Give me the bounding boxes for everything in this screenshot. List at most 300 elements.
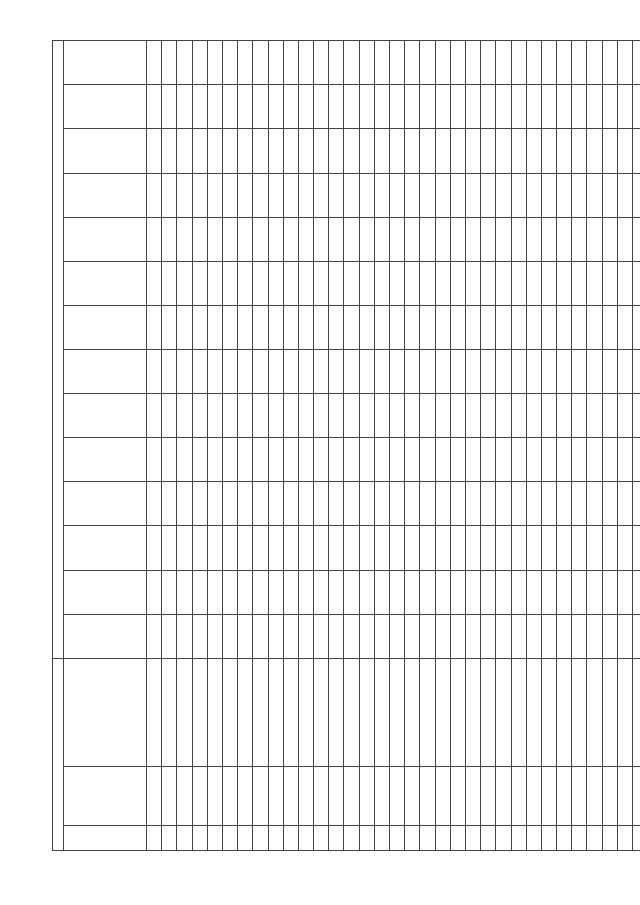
row-number-cell: [526, 825, 541, 850]
column-header: [64, 658, 147, 766]
year-cell: [633, 217, 640, 261]
year-cell: [298, 305, 313, 349]
year-cell: [192, 261, 207, 305]
year-cell: [374, 129, 389, 173]
year-cell: [633, 261, 640, 305]
year-cell: [496, 438, 511, 482]
year-cell: [238, 217, 253, 261]
year-cell: [572, 217, 587, 261]
year-cell: [344, 173, 359, 217]
year-cell: [557, 482, 572, 526]
year-cell: [344, 438, 359, 482]
year-cell: [541, 482, 556, 526]
year-cell: [298, 394, 313, 438]
year-cell: [557, 394, 572, 438]
address-cell: [207, 658, 222, 766]
year-cell: [222, 41, 237, 85]
year-cell: [253, 350, 268, 394]
year-cell: [435, 129, 450, 173]
year-cell: [420, 129, 435, 173]
year-cell: [420, 41, 435, 85]
year-cell: [374, 173, 389, 217]
row-number-cell: [253, 825, 268, 850]
year-cell: [420, 173, 435, 217]
year-cell: [526, 350, 541, 394]
year-cell: [344, 129, 359, 173]
year-cell: [450, 85, 465, 129]
row-number-cell: [390, 825, 405, 850]
year-cell: [526, 438, 541, 482]
year-cell: [587, 129, 602, 173]
year-cell: [238, 305, 253, 349]
year-cell: [496, 173, 511, 217]
year-cell: [450, 438, 465, 482]
year-cell: [374, 305, 389, 349]
year-cell: [526, 526, 541, 570]
year-cell: [541, 217, 556, 261]
table-row: [526, 41, 541, 851]
year-cell: [435, 305, 450, 349]
year-cell: [602, 173, 617, 217]
year-cell: [481, 526, 496, 570]
year-cell: [253, 305, 268, 349]
year-cell: [481, 85, 496, 129]
year-cell: [253, 261, 268, 305]
year-cell: [374, 350, 389, 394]
address-cell: [617, 658, 632, 766]
year-cell: [557, 85, 572, 129]
year-cell: [238, 350, 253, 394]
repair-schedule-table: [52, 40, 640, 851]
year-cell: [405, 482, 420, 526]
year-cell: [359, 350, 374, 394]
year-cell: [557, 261, 572, 305]
year-cell: [192, 350, 207, 394]
year-cell: [207, 85, 222, 129]
year-cell: [268, 261, 283, 305]
year-cell: [420, 526, 435, 570]
year-cell: [238, 614, 253, 658]
year-cell: [526, 173, 541, 217]
year-cell: [572, 614, 587, 658]
year-cell: [465, 261, 480, 305]
year-cell: [390, 394, 405, 438]
year-cell: [405, 350, 420, 394]
year-cell: [207, 261, 222, 305]
year-cell: [450, 482, 465, 526]
year-cell: [587, 570, 602, 614]
row-number-cell: [587, 825, 602, 850]
year-cell: [587, 305, 602, 349]
year-cell: [147, 570, 162, 614]
year-cell: [253, 217, 268, 261]
municipality-cell: [481, 766, 496, 825]
table-row: [450, 41, 465, 851]
address-cell: [177, 658, 192, 766]
year-cell: [283, 438, 298, 482]
year-cell: [147, 482, 162, 526]
year-cell: [207, 129, 222, 173]
municipality-cell: [298, 766, 313, 825]
year-cell: [450, 526, 465, 570]
year-cell: [541, 438, 556, 482]
year-cell: [481, 129, 496, 173]
row-number-cell: [359, 825, 374, 850]
year-cell: [298, 129, 313, 173]
column-header: [64, 526, 147, 570]
year-cell: [587, 41, 602, 85]
year-cell: [390, 482, 405, 526]
year-cell: [162, 173, 177, 217]
year-cell: [374, 217, 389, 261]
year-cell: [344, 614, 359, 658]
year-cell: [633, 394, 640, 438]
row-number-cell: [298, 825, 313, 850]
year-cell: [222, 261, 237, 305]
year-cell: [177, 305, 192, 349]
year-cell: [557, 305, 572, 349]
year-cell: [283, 570, 298, 614]
year-cell: [344, 217, 359, 261]
table-row: [344, 41, 359, 851]
year-cell: [162, 570, 177, 614]
column-header: [64, 261, 147, 305]
year-cell: [633, 614, 640, 658]
column-header: [64, 85, 147, 129]
year-cell: [435, 394, 450, 438]
year-cell: [253, 570, 268, 614]
year-cell: [238, 129, 253, 173]
year-cell: [329, 305, 344, 349]
year-cell: [177, 570, 192, 614]
column-header: [64, 129, 147, 173]
year-cell: [147, 217, 162, 261]
year-cell: [222, 570, 237, 614]
row-number-cell: [435, 825, 450, 850]
year-cell: [435, 438, 450, 482]
year-cell: [481, 482, 496, 526]
year-cell: [481, 261, 496, 305]
year-cell: [587, 350, 602, 394]
year-cell: [222, 305, 237, 349]
municipality-cell: [314, 766, 329, 825]
year-cell: [268, 394, 283, 438]
year-cell: [496, 85, 511, 129]
year-cell: [314, 129, 329, 173]
year-cell: [617, 614, 632, 658]
year-cell: [557, 41, 572, 85]
year-cell: [147, 129, 162, 173]
year-cell: [465, 85, 480, 129]
year-cell: [572, 482, 587, 526]
table-row: [298, 41, 313, 851]
year-cell: [222, 438, 237, 482]
address-cell: [374, 658, 389, 766]
year-cell: [405, 526, 420, 570]
year-cell: [617, 350, 632, 394]
year-cell: [314, 570, 329, 614]
year-cell: [572, 305, 587, 349]
year-cell: [268, 614, 283, 658]
year-cell: [177, 217, 192, 261]
year-cell: [253, 129, 268, 173]
row-number-cell: [207, 825, 222, 850]
year-cell: [465, 173, 480, 217]
year-cell: [602, 526, 617, 570]
year-cell: [268, 129, 283, 173]
table-row: [435, 41, 450, 851]
year-cell: [450, 614, 465, 658]
row-number-cell: [314, 825, 329, 850]
year-cell: [207, 305, 222, 349]
year-cell: [268, 173, 283, 217]
table-row: [147, 41, 162, 851]
year-cell: [511, 85, 526, 129]
year-cell: [420, 305, 435, 349]
year-cell: [602, 305, 617, 349]
year-cell: [344, 261, 359, 305]
year-cell: [496, 261, 511, 305]
year-cell: [602, 614, 617, 658]
year-cell: [572, 394, 587, 438]
municipality-cell: [390, 766, 405, 825]
table-row: [162, 41, 177, 851]
year-cell: [162, 261, 177, 305]
year-cell: [314, 173, 329, 217]
year-cell: [587, 438, 602, 482]
year-cell: [557, 129, 572, 173]
table-row: [496, 41, 511, 851]
year-cell: [374, 570, 389, 614]
year-cell: [147, 173, 162, 217]
year-cell: [602, 350, 617, 394]
year-cell: [177, 173, 192, 217]
row-number-cell: [222, 825, 237, 850]
table-row: [283, 41, 298, 851]
year-cell: [298, 41, 313, 85]
year-cell: [147, 438, 162, 482]
row-number-cell: [238, 825, 253, 850]
year-cell: [374, 85, 389, 129]
year-cell: [450, 41, 465, 85]
year-cell: [177, 614, 192, 658]
year-cell: [329, 614, 344, 658]
year-cell: [450, 350, 465, 394]
year-cell: [162, 41, 177, 85]
year-cell: [329, 482, 344, 526]
row-number-cell: [602, 825, 617, 850]
municipality-cell: [572, 766, 587, 825]
year-cell: [344, 85, 359, 129]
table-row: [557, 41, 572, 851]
year-cell: [541, 85, 556, 129]
year-cell: [633, 173, 640, 217]
year-cell: [344, 350, 359, 394]
municipality-cell: [329, 766, 344, 825]
year-cell: [268, 482, 283, 526]
year-cell: [298, 85, 313, 129]
year-cell: [390, 305, 405, 349]
municipality-cell: [253, 766, 268, 825]
year-cell: [374, 41, 389, 85]
year-cell: [541, 350, 556, 394]
year-cell: [420, 614, 435, 658]
year-cell: [633, 570, 640, 614]
year-cell: [344, 570, 359, 614]
year-cell: [298, 350, 313, 394]
year-cell: [314, 438, 329, 482]
year-cell: [329, 350, 344, 394]
year-cell: [222, 614, 237, 658]
year-cell: [511, 217, 526, 261]
row-number-cell: [465, 825, 480, 850]
year-cell: [633, 350, 640, 394]
year-cell: [496, 394, 511, 438]
municipality-cell: [147, 766, 162, 825]
year-cell: [405, 614, 420, 658]
year-cell: [298, 570, 313, 614]
address-cell: [465, 658, 480, 766]
year-cell: [314, 85, 329, 129]
table-row: [374, 41, 389, 851]
year-cell: [329, 129, 344, 173]
row-number-cell: [268, 825, 283, 850]
year-cell: [298, 217, 313, 261]
year-cell: [526, 570, 541, 614]
year-cell: [222, 173, 237, 217]
year-cell: [420, 482, 435, 526]
column-header: [64, 825, 147, 850]
year-cell: [359, 570, 374, 614]
column-header: [64, 570, 147, 614]
year-cell: [283, 482, 298, 526]
year-cell: [602, 394, 617, 438]
year-cell: [390, 350, 405, 394]
address-cell: [450, 658, 465, 766]
column-header: [64, 766, 147, 825]
year-cell: [359, 482, 374, 526]
year-cell: [496, 570, 511, 614]
year-cell: [298, 173, 313, 217]
year-cell: [496, 350, 511, 394]
year-cell: [526, 394, 541, 438]
year-cell: [541, 394, 556, 438]
year-cell: [344, 526, 359, 570]
year-cell: [177, 394, 192, 438]
year-cell: [314, 305, 329, 349]
address-cell: [268, 658, 283, 766]
year-cell: [329, 217, 344, 261]
year-cell: [253, 85, 268, 129]
year-cell: [177, 482, 192, 526]
table-row: [633, 41, 640, 851]
year-cell: [314, 394, 329, 438]
year-cell: [435, 482, 450, 526]
year-cell: [541, 261, 556, 305]
column-header: [64, 173, 147, 217]
year-cell: [177, 350, 192, 394]
year-cell: [541, 305, 556, 349]
column-header: [64, 350, 147, 394]
year-cell: [207, 217, 222, 261]
year-cell: [162, 350, 177, 394]
year-cell: [465, 438, 480, 482]
year-cell: [435, 261, 450, 305]
municipality-cell: [557, 766, 572, 825]
year-cell: [405, 41, 420, 85]
year-cell: [390, 526, 405, 570]
year-cell: [465, 614, 480, 658]
municipality-cell: [192, 766, 207, 825]
row-number-cell: [633, 825, 640, 850]
municipality-cell: [222, 766, 237, 825]
year-cell: [268, 350, 283, 394]
year-cell: [526, 261, 541, 305]
year-cell: [359, 217, 374, 261]
year-cell: [481, 614, 496, 658]
address-cell: [192, 658, 207, 766]
year-cell: [147, 41, 162, 85]
year-cell: [557, 570, 572, 614]
year-cell: [390, 570, 405, 614]
year-cell: [572, 85, 587, 129]
row-number-cell: [374, 825, 389, 850]
year-cell: [268, 41, 283, 85]
year-cell: [222, 350, 237, 394]
year-cell: [541, 129, 556, 173]
year-cell: [283, 173, 298, 217]
year-cell: [602, 261, 617, 305]
year-cell: [541, 173, 556, 217]
municipality-cell: [359, 766, 374, 825]
year-cell: [526, 482, 541, 526]
year-cell: [374, 614, 389, 658]
year-cell: [314, 217, 329, 261]
year-cell: [511, 526, 526, 570]
year-cell: [283, 350, 298, 394]
year-cell: [162, 394, 177, 438]
row-number-cell: [329, 825, 344, 850]
year-cell: [511, 41, 526, 85]
year-cell: [481, 173, 496, 217]
year-cell: [177, 261, 192, 305]
year-cell: [481, 570, 496, 614]
year-cell: [633, 526, 640, 570]
address-cell: [633, 658, 640, 766]
address-cell: [298, 658, 313, 766]
year-cell: [511, 482, 526, 526]
year-cell: [283, 217, 298, 261]
address-cell: [435, 658, 450, 766]
year-cell: [238, 570, 253, 614]
year-cell: [450, 570, 465, 614]
year-cell: [390, 129, 405, 173]
year-cell: [192, 394, 207, 438]
year-cell: [465, 570, 480, 614]
year-cell: [465, 394, 480, 438]
year-cell: [617, 438, 632, 482]
year-cell: [192, 173, 207, 217]
year-cell: [359, 129, 374, 173]
year-cell: [314, 350, 329, 394]
table-row: [253, 41, 268, 851]
year-cell: [465, 41, 480, 85]
municipality-cell: [405, 766, 420, 825]
year-cell: [435, 173, 450, 217]
year-cell: [496, 129, 511, 173]
table-row: [602, 41, 617, 851]
year-cell: [587, 85, 602, 129]
